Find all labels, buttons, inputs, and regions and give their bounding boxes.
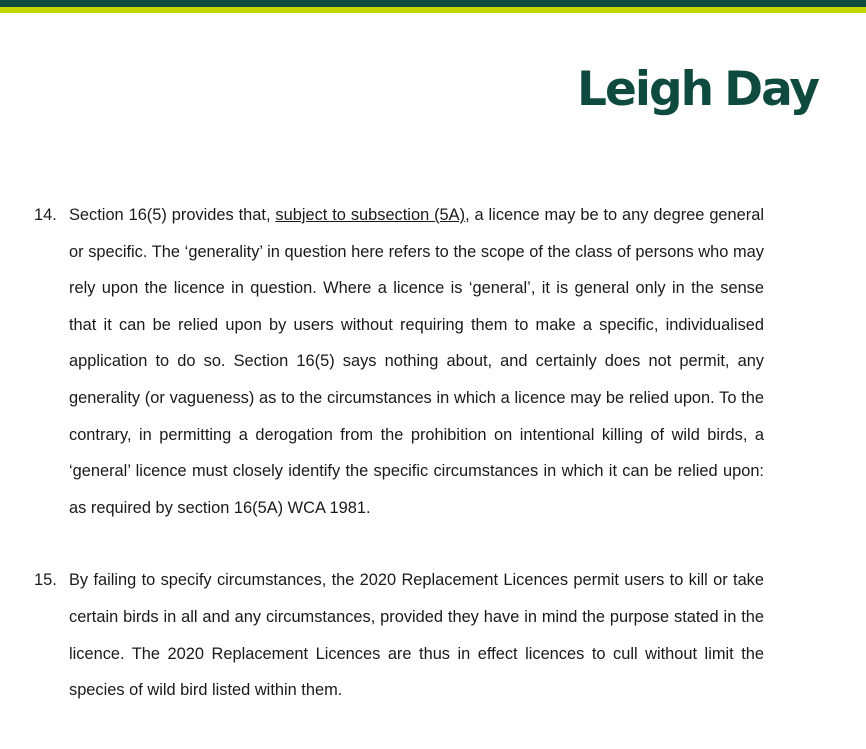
paragraph-number: 15. <box>34 571 57 590</box>
document-body <box>34 197 764 709</box>
logo-word-day: Day <box>724 62 818 117</box>
logo-word-leigh: Leigh <box>577 62 713 117</box>
text-segment: , a licence may be to any degree general or specific. The ‘generality’ in question here refers to the scope of the class of persons who may rely upon the licence in question. Where a licence is ‘general’, it is general only in the sense that it can be relied upon by users without requiring them to make a specific, individualised application to do so. Section 16(5) says nothing about, and certainly does not permit, any generality (or vagueness) as to the circumstances in which a licence may be relied upon. To the contrary, in permitting a derogation from the prohibition on intentional killing of wild birds, a ‘general’ licence must closely identify the specific circumstances in which it can be relied upon: as required by section 16(5A) WCA 1981. <box>69 206 764 517</box>
paragraph-text: By failing to specify circumstances, the 2020 Replacement Licences permit users to kill or take certain birds in all and any circumstances, provided they have in mind the purpose stated in the licence. The 2020 Replacement Licences are thus in effect licences to cull without limit the species of wild bird listed within them. <box>69 571 764 700</box>
paragraph-15 <box>34 562 764 708</box>
paragraph-14 <box>34 197 764 526</box>
header-stripe-light <box>0 7 866 13</box>
underlined-phrase: subject to subsection (5A) <box>275 206 466 224</box>
leigh-day-logo <box>577 62 818 117</box>
paragraph-number: 14. <box>34 206 57 224</box>
header-stripe-dark <box>0 0 866 7</box>
text-segment: Section 16(5) provides that, <box>69 206 276 224</box>
paragraph-text <box>69 197 764 526</box>
